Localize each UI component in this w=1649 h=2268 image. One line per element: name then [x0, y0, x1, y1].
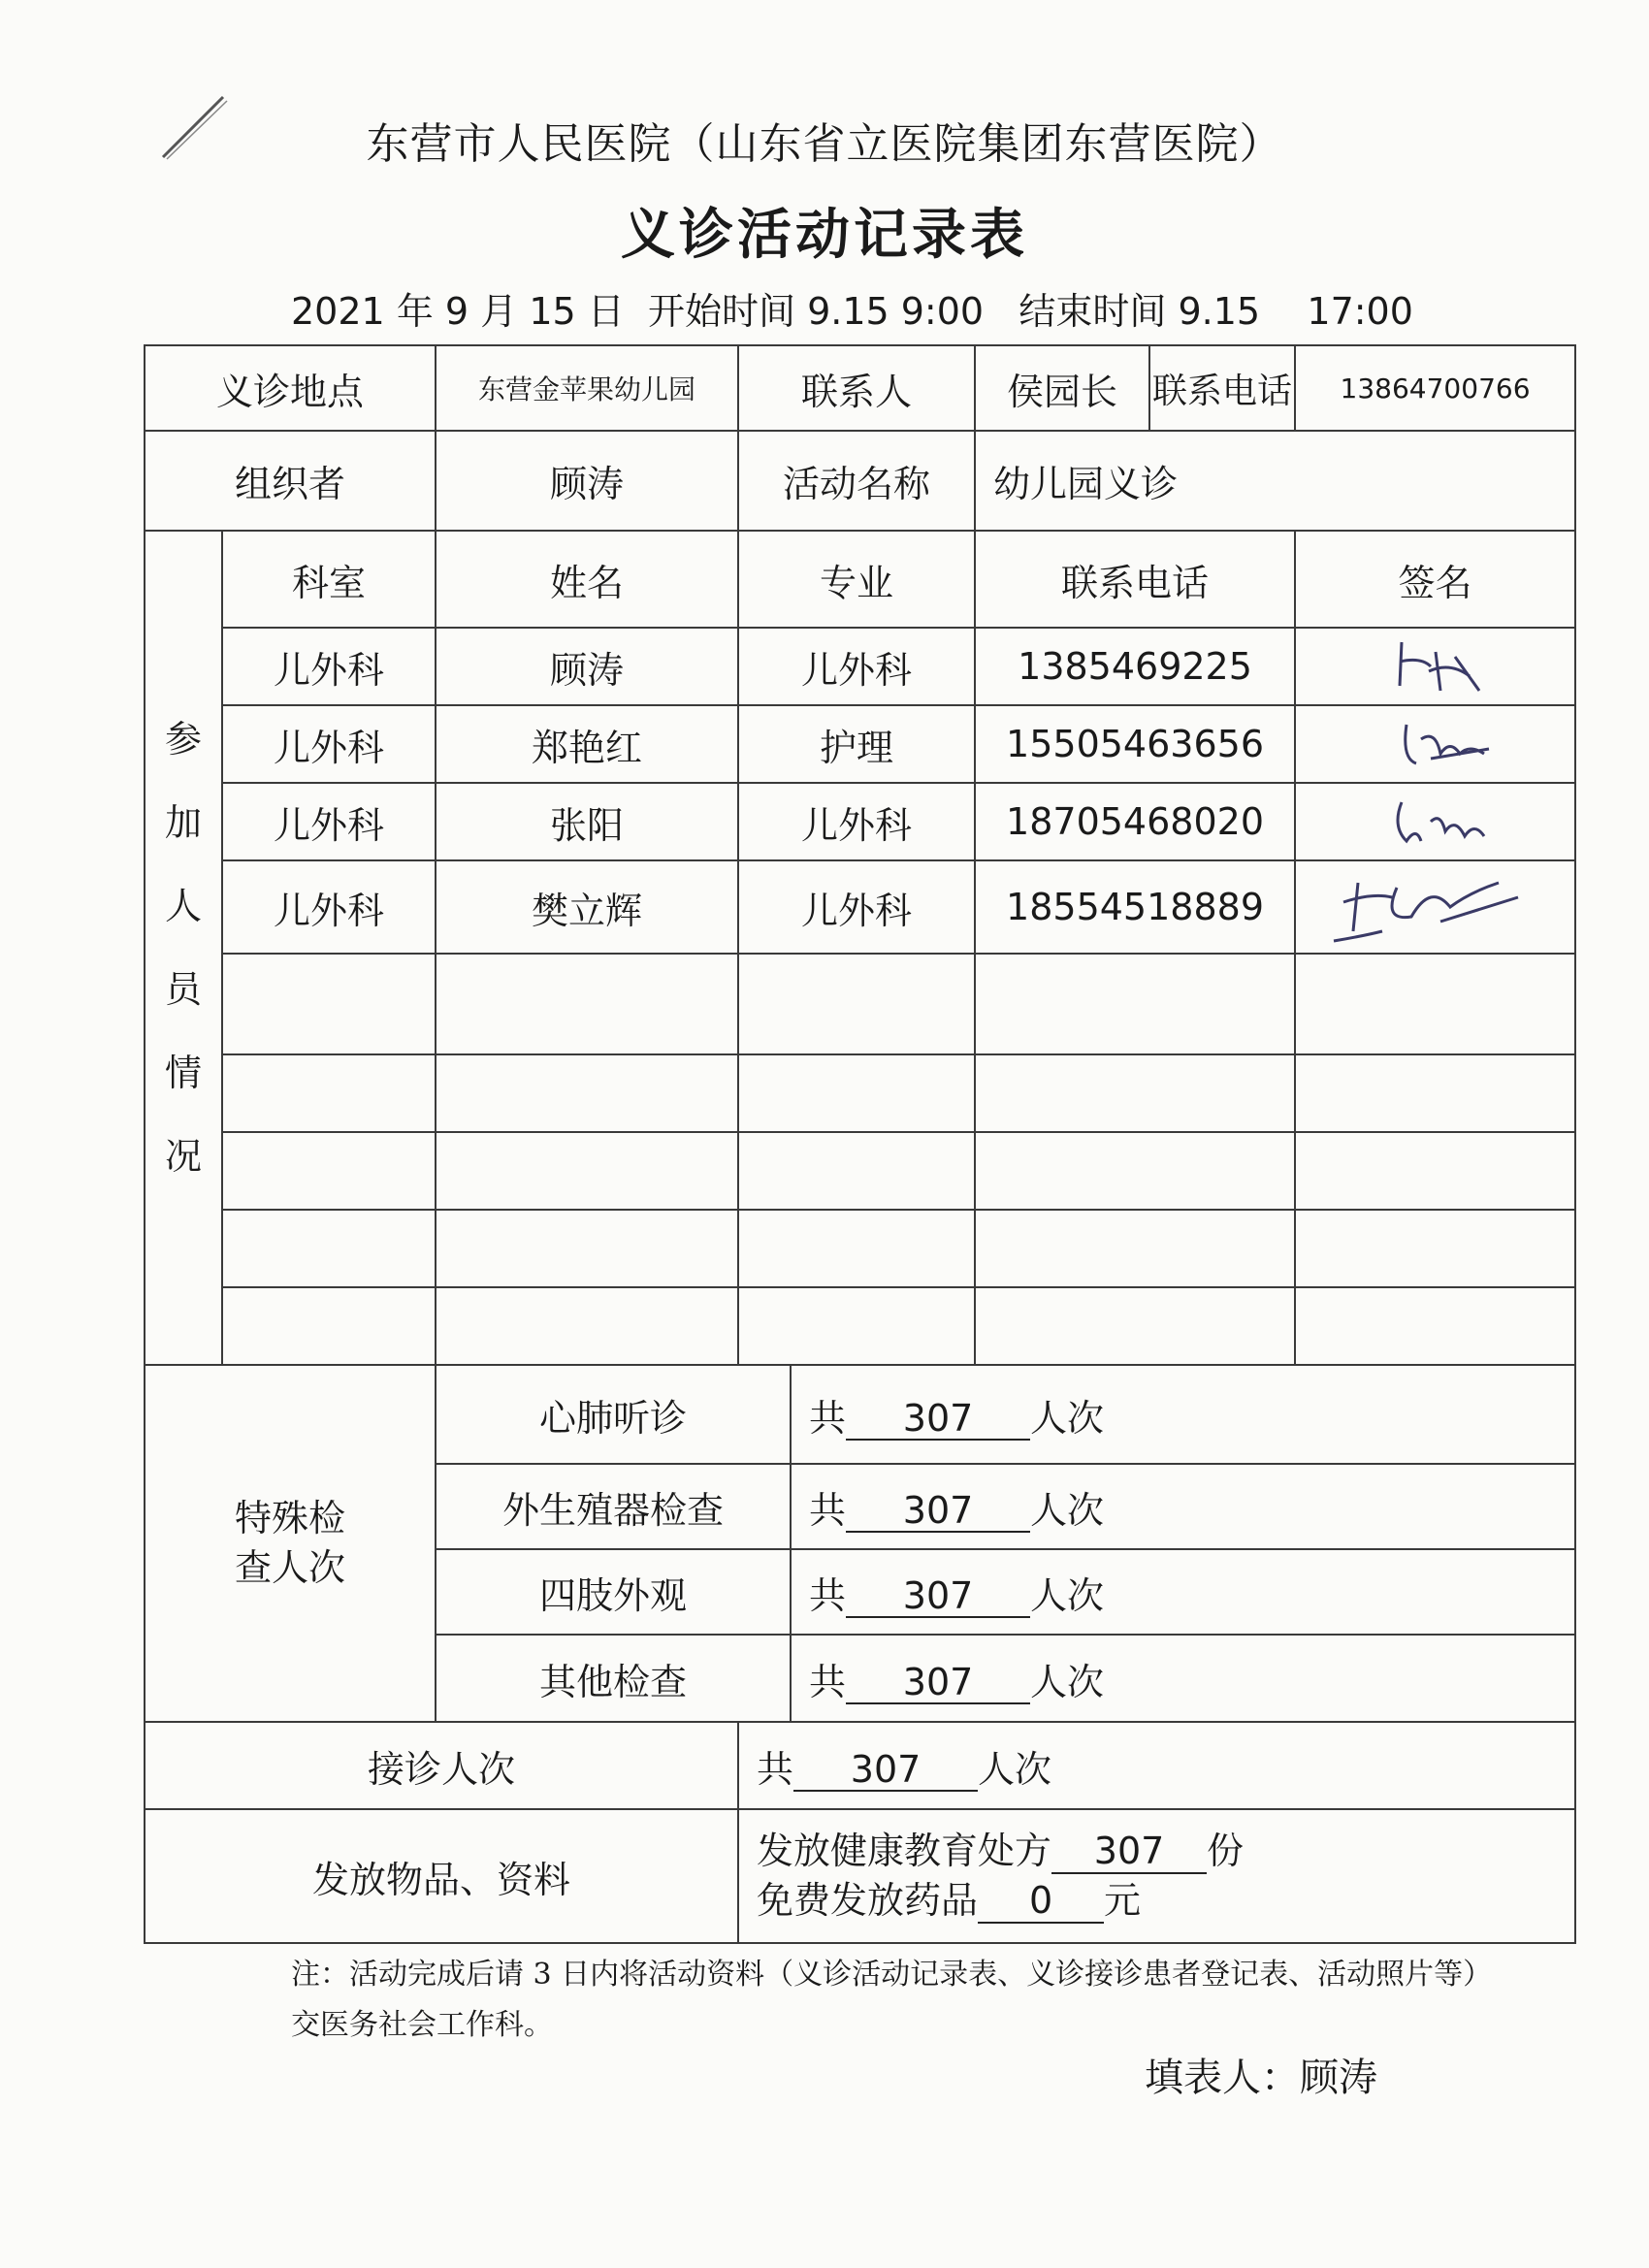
- participant-specialty: 护理: [738, 705, 975, 783]
- participant-name: 樊立辉: [436, 860, 738, 954]
- participants-header-row: [145, 531, 1575, 628]
- header-signature: 签名: [1295, 531, 1575, 628]
- contact-phone-label: 联系电话: [1149, 345, 1295, 431]
- special-exam-row: [145, 1365, 1575, 1464]
- table-row: [145, 783, 1575, 860]
- visits-label: 接诊人次: [145, 1722, 738, 1809]
- count-suffix: 人次: [1030, 1396, 1105, 1440]
- count-suffix: 人次: [1030, 1573, 1105, 1617]
- table-row: [145, 628, 1575, 705]
- handwritten-signature: [1363, 710, 1508, 778]
- participant-specialty: 儿外科: [738, 860, 975, 954]
- participant-dept: 儿外科: [222, 860, 436, 954]
- contact-value: 侯园长: [975, 345, 1149, 431]
- footnote: 注：活动完成后请 3 日内将活动资料（义诊活动记录表、义诊接诊患者登记表、活动照片等）交医务社会工作科。: [291, 1958, 1493, 2042]
- contact-label: 联系人: [738, 345, 975, 431]
- header-name: 姓名: [436, 531, 738, 628]
- organizer-row: [145, 431, 1575, 531]
- exam-count: [791, 1365, 1575, 1464]
- exam-count: [791, 1549, 1575, 1635]
- participant-signature: [1295, 628, 1575, 705]
- special-exam-label: [145, 1365, 436, 1722]
- location-label: 义诊地点: [145, 345, 436, 431]
- date-year: 2021: [291, 290, 385, 333]
- section-char: 情: [164, 1052, 202, 1094]
- table-row: [145, 1287, 1575, 1365]
- exam-name: 四肢外观: [436, 1549, 791, 1635]
- count-suffix: 人次: [1030, 1488, 1105, 1532]
- header-dept: 科室: [222, 531, 436, 628]
- prescription-count: 307: [1051, 1831, 1207, 1874]
- table-row: [145, 1054, 1575, 1132]
- participant-phone: 1385469225: [975, 628, 1295, 705]
- medicine-label: 免费发放药品: [757, 1879, 979, 1922]
- participant-phone: 15505463656: [975, 705, 1295, 783]
- year-char: 年: [396, 290, 434, 333]
- prescription-unit: 份: [1207, 1829, 1245, 1872]
- exam-count: [791, 1635, 1575, 1722]
- visits-count: [738, 1722, 1575, 1809]
- participant-name: 张阳: [436, 783, 738, 860]
- form-filler: [1145, 2047, 1377, 2102]
- form-title: 义诊活动记录表: [621, 204, 1028, 267]
- section-char: 况: [164, 1135, 202, 1178]
- participant-name: 顾涛: [436, 628, 738, 705]
- medicine-unit: 元: [1104, 1879, 1142, 1922]
- materials-row: [145, 1809, 1575, 1943]
- exam-count-value: 307: [846, 1663, 1030, 1705]
- exam-name: 外生殖器检查: [436, 1464, 791, 1549]
- participant-phone: 18554518889: [975, 860, 1295, 954]
- table-row: [145, 1210, 1575, 1287]
- date-day: 15: [529, 290, 576, 333]
- special-exam-label-line: 特殊检: [235, 1496, 346, 1539]
- table-row: [145, 954, 1575, 1054]
- contact-phone-value: 13864700766: [1295, 345, 1575, 431]
- organizer-value: 顾涛: [436, 431, 738, 531]
- participant-signature: [1295, 860, 1575, 954]
- participant-signature: [1295, 705, 1575, 783]
- end-time-clock: 17:00: [1307, 290, 1413, 333]
- end-time-value: 9.15: [1178, 290, 1261, 333]
- prescription-label: 发放健康教育处方: [757, 1829, 1052, 1872]
- handwritten-signature: [1363, 788, 1508, 856]
- exam-count-value: 307: [846, 1399, 1030, 1442]
- participant-dept: 儿外科: [222, 783, 436, 860]
- count-prefix: 共: [809, 1660, 847, 1703]
- exam-name: 其他检查: [436, 1635, 791, 1722]
- location-value: 东营金苹果幼儿园: [436, 345, 738, 431]
- filler-name: 顾涛: [1300, 2056, 1377, 2100]
- visits-row: [145, 1722, 1575, 1809]
- participants-section-label: [145, 531, 222, 1365]
- table-row: [145, 705, 1575, 783]
- participant-signature: [1295, 783, 1575, 860]
- section-char: 加: [164, 801, 202, 844]
- count-prefix: 共: [809, 1573, 847, 1617]
- section-char: 员: [164, 968, 202, 1011]
- date-month: 9: [444, 290, 469, 333]
- table-row: [145, 860, 1575, 954]
- table-row: [145, 1132, 1575, 1210]
- exam-count-value: 307: [846, 1576, 1030, 1619]
- start-time-label: 开始时间: [647, 290, 795, 333]
- end-time-label: 结束时间: [1018, 290, 1167, 333]
- activity-name-label: 活动名称: [738, 431, 975, 531]
- materials-detail: [738, 1809, 1575, 1943]
- participant-name: 郑艳红: [436, 705, 738, 783]
- header-phone: 联系电话: [975, 531, 1295, 628]
- count-prefix: 共: [809, 1488, 847, 1532]
- participant-dept: 儿外科: [222, 628, 436, 705]
- special-exam-label-line: 查人次: [235, 1546, 346, 1589]
- count-prefix: 共: [757, 1747, 794, 1791]
- count-suffix: 人次: [1030, 1660, 1105, 1703]
- organizer-label: 组织者: [145, 431, 436, 531]
- activity-name-value: 幼儿园义诊: [975, 431, 1575, 531]
- section-char: 人: [164, 885, 202, 927]
- count-prefix: 共: [809, 1396, 847, 1440]
- handwritten-signature: [1324, 863, 1547, 951]
- location-row: [145, 345, 1575, 431]
- exam-name: 心肺听诊: [436, 1365, 791, 1464]
- record-table: [144, 344, 1576, 1944]
- participant-dept: 儿外科: [222, 705, 436, 783]
- exam-count: [791, 1464, 1575, 1549]
- count-suffix: 人次: [978, 1747, 1052, 1791]
- materials-label: 发放物品、资料: [145, 1809, 738, 1943]
- start-time-value: 9.15 9:00: [807, 290, 985, 333]
- participant-specialty: 儿外科: [738, 783, 975, 860]
- exam-count-value: 307: [846, 1491, 1030, 1534]
- day-char: 日: [587, 290, 625, 333]
- section-char: 参: [164, 718, 202, 761]
- participant-specialty: 儿外科: [738, 628, 975, 705]
- participant-phone: 18705468020: [975, 783, 1295, 860]
- visits-count-value: 307: [793, 1750, 978, 1793]
- header-specialty: 专业: [738, 531, 975, 628]
- activity-time-row: [291, 281, 1413, 335]
- filler-label: 填表人：: [1145, 2056, 1300, 2100]
- medicine-value: 0: [978, 1881, 1104, 1924]
- handwritten-signature: [1363, 632, 1508, 700]
- hospital-name: 东营市人民医院（山东省立医院集团东营医院）: [366, 119, 1283, 169]
- month-char: 月: [480, 290, 518, 333]
